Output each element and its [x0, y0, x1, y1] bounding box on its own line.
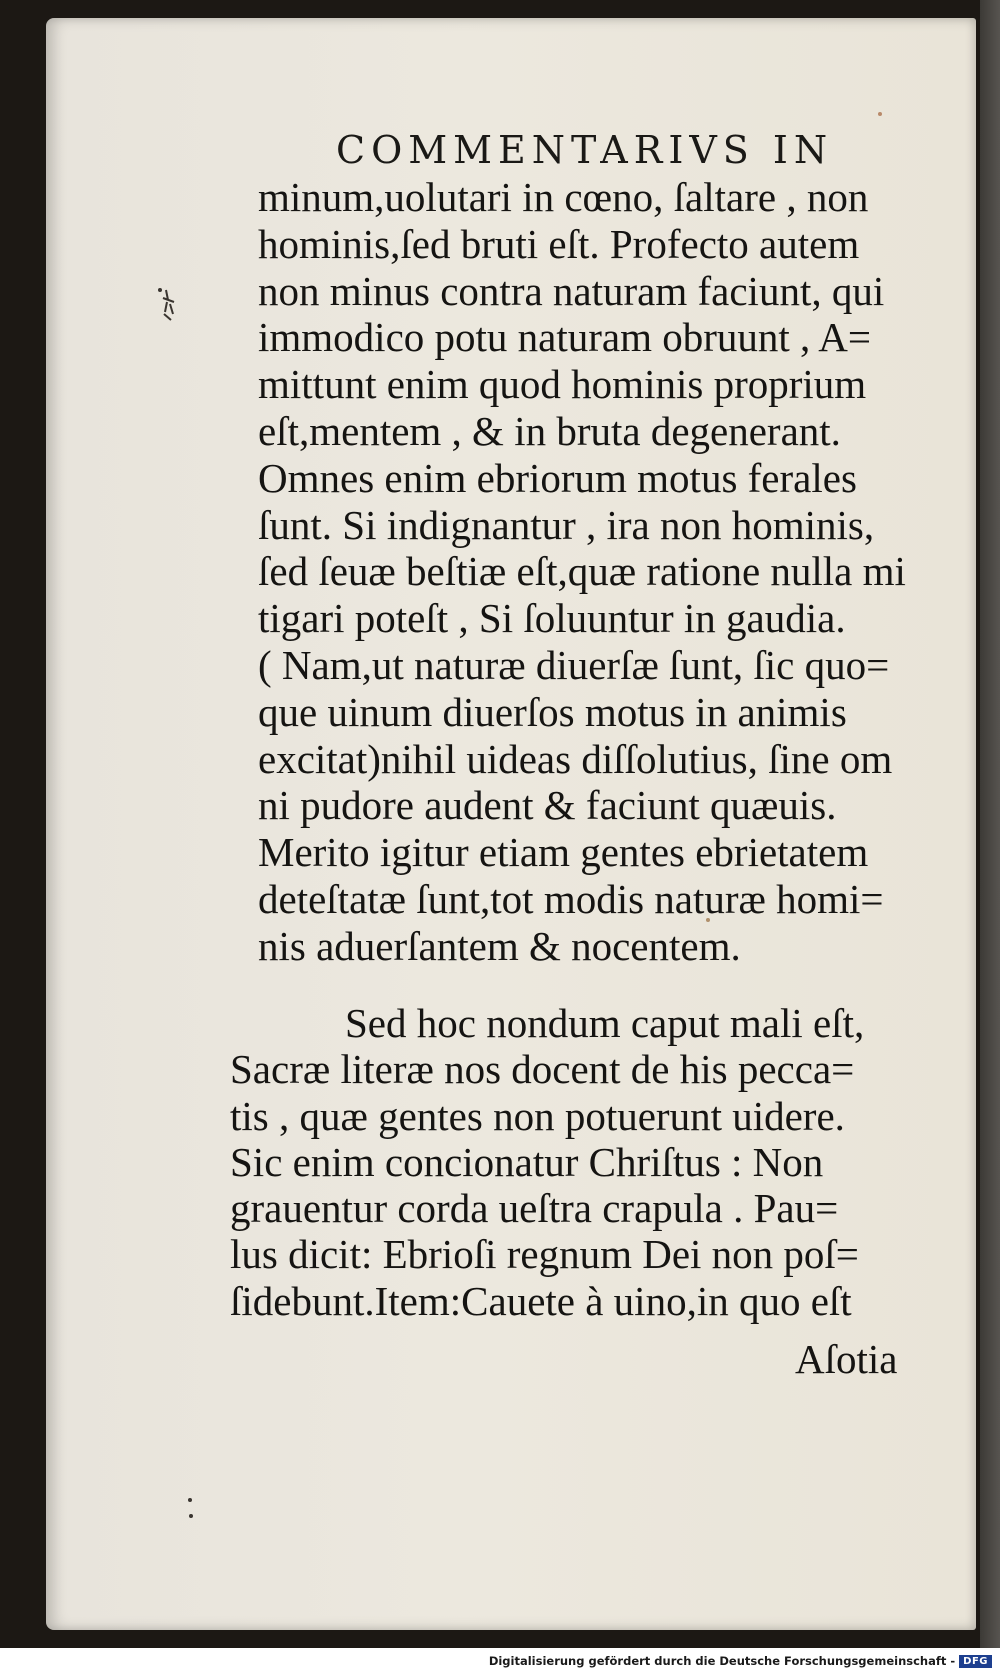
text-line: deteſtatæ ſunt,tot modis naturæ homi= [258, 875, 884, 922]
text-line: Sacræ literæ nos docent de his pecca= [230, 1046, 855, 1093]
text-line: mittunt enim quod hominis proprium [258, 361, 867, 408]
text-line: minum,uolutari in cœno, ſaltare , non [258, 174, 869, 220]
book-edge [980, 0, 1000, 1648]
text-line: hominis,ſed bruti eſt. Profecto autem [258, 220, 860, 267]
text-line: que uinum diuerſos motus in animis [258, 688, 847, 735]
ink-speck [188, 1498, 192, 1502]
text-line: tigari poteſt , Si ſoluuntur in gaudia. [258, 595, 846, 642]
text-line: Omnes enim ebriorum motus ferales [258, 454, 857, 501]
text-line: ſed ſeuæ beſtiæ eſt,quæ ratione nulla mi [258, 548, 906, 595]
ink-speck [189, 1514, 193, 1518]
text-line: nis aduerſantem & nocentem. [258, 922, 741, 969]
digitization-credit [489, 1652, 992, 1670]
credit-text: Digitalisierung gefördert durch die Deutsche Forschungsgemeinschaft - [488, 1654, 956, 1668]
text-line: non minus contra naturam faciunt, qui [258, 267, 885, 314]
paragraph-1 [258, 174, 906, 970]
text-line: lus dicit: Ebrioſi regnum Dei non poſ= [230, 1231, 859, 1278]
catchword: Aſotia [795, 1336, 898, 1382]
text-line: Sic enim concionatur Chriſtus : Non [230, 1138, 824, 1185]
ink-speck [878, 112, 882, 116]
running-head: COMMENTARIVS IN [336, 128, 834, 172]
text-line: eſt,mentem , & in bruta degenerant. [258, 407, 841, 454]
text-line: ( Nam,ut naturæ diuerſæ ſunt, ſic quo= [258, 641, 890, 688]
text-line: grauentur corda ueſtra crapula . Pau= [230, 1185, 839, 1232]
paragraph-2 [230, 1000, 864, 1324]
marginal-mark-icon [158, 288, 180, 324]
text-line: tis , quæ gentes non potuerunt uidere. [230, 1092, 845, 1139]
text-line: Sed hoc nondum caput mali eſt, [345, 1000, 865, 1046]
text-line: ſidebunt.Item:Cauete à uino,in quo eſt [230, 1277, 852, 1324]
text-line: ni pudore audent & faciunt quæuis. [258, 782, 837, 829]
text-line: Merito igitur etiam gentes ebrietatem [258, 829, 869, 876]
text-line: immodico potu naturam obruunt , A= [258, 314, 871, 361]
ink-speck [158, 288, 162, 292]
text-line: ſunt. Si indignantur , ira non hominis, [258, 501, 875, 548]
dfg-logo[interactable]: DFG [959, 1655, 992, 1668]
text-line: excitat)nihil uideas diſſolutius, ſine om [258, 735, 893, 782]
